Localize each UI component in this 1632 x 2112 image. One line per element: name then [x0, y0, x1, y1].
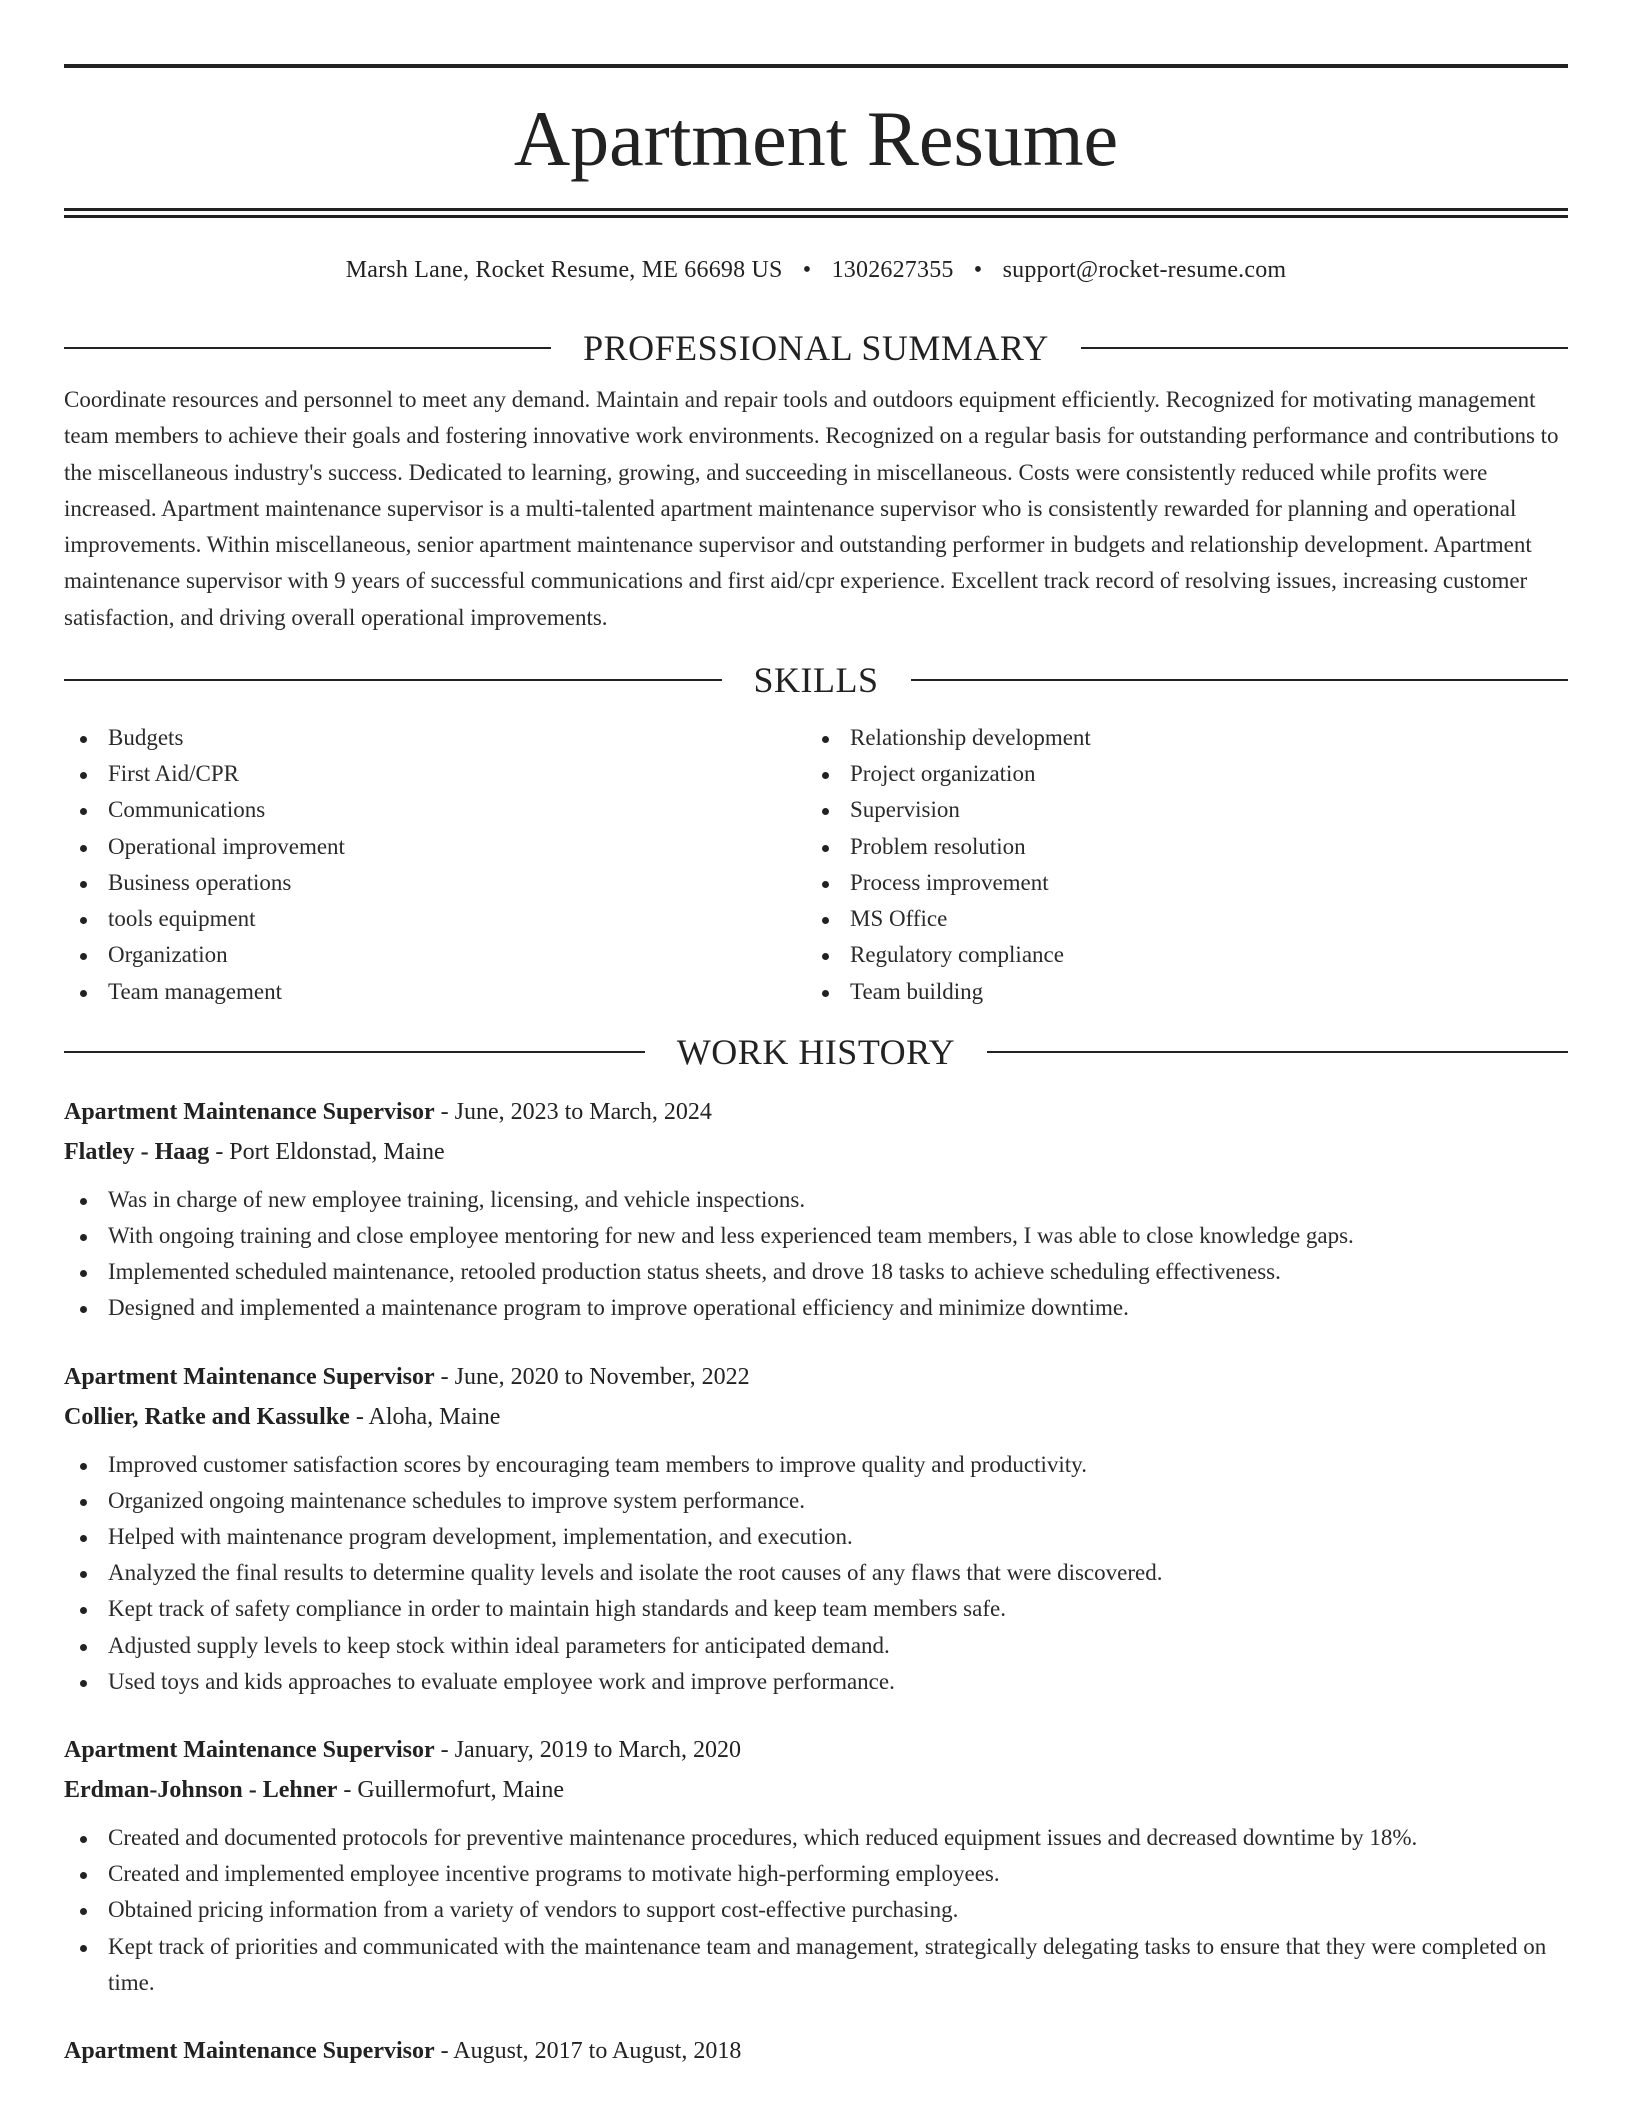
- resume-page: [64, 64, 1568, 2101]
- skill-item: tools equipment: [64, 901, 806, 937]
- job-company-line: [64, 1132, 1568, 1172]
- job-location: - Aloha, Maine: [349, 1403, 501, 1430]
- skill-item: Problem resolution: [806, 829, 1548, 865]
- heading-rule: [1081, 347, 1568, 349]
- skill-item: Process improvement: [806, 865, 1548, 901]
- job-company-line: [64, 1770, 1568, 1810]
- top-rule: [64, 64, 1568, 68]
- heading-rule: [911, 679, 1569, 681]
- heading-rule: [64, 679, 722, 681]
- job-title: Apartment Maintenance Supervisor: [64, 1098, 435, 1125]
- skill-item: Team management: [64, 974, 806, 1010]
- skill-item: Communications: [64, 792, 806, 828]
- job-company: Collier, Ratke and Kassulke: [64, 1403, 350, 1430]
- skill-item: Organization: [64, 937, 806, 973]
- job-duties-list: [64, 1447, 1568, 1700]
- skill-item: Regulatory compliance: [806, 937, 1548, 973]
- job-duty-item: Obtained pricing information from a variety of vendors to support cost-effective purchasing.: [64, 1892, 1568, 1928]
- skill-item: Project organization: [806, 756, 1548, 792]
- job-duty-item: Implemented scheduled maintenance, retooled production status sheets, and drove 18 tasks to achieve scheduling effectiveness.: [64, 1254, 1568, 1290]
- job-duty-item: Used toys and kids approaches to evaluate employee work and improve performance.: [64, 1664, 1568, 1700]
- skills-column-left: [64, 720, 806, 1010]
- job-duty-item: Organized ongoing maintenance schedules to improve system performance.: [64, 1483, 1568, 1519]
- skill-item: First Aid/CPR: [64, 756, 806, 792]
- job-company: Flatley - Haag: [64, 1138, 210, 1165]
- job-duty-item: Designed and implemented a maintenance program to improve operational efficiency and minimize downtime.: [64, 1290, 1568, 1326]
- work-history-list: [64, 1092, 1568, 2071]
- job-duty-item: Adjusted supply levels to keep stock within ideal parameters for anticipated demand.: [64, 1628, 1568, 1664]
- job-title: Apartment Maintenance Supervisor: [64, 2037, 435, 2064]
- job-title: Apartment Maintenance Supervisor: [64, 1363, 435, 1390]
- job-title: Apartment Maintenance Supervisor: [64, 1736, 435, 1763]
- title-double-rule: [64, 208, 1568, 218]
- skill-item: Supervision: [806, 792, 1548, 828]
- job-dates: - June, 2020 to November, 2022: [434, 1363, 750, 1390]
- skills-column-right: [806, 720, 1548, 1010]
- job-duty-item: Kept track of safety compliance in order to maintain high standards and keep team members safe.: [64, 1591, 1568, 1627]
- work-history-heading-label: WORK HISTORY: [676, 1031, 956, 1072]
- skills-section-heading: [64, 658, 1568, 702]
- skills-list: [64, 720, 1568, 1010]
- job-duty-item: Was in charge of new employee training, licensing, and vehicle inspections.: [64, 1182, 1568, 1218]
- job-duties-list: [64, 1820, 1568, 2001]
- work-history-section-heading: [64, 1030, 1568, 1074]
- contact-address: Marsh Lane, Rocket Resume, ME 66698 US: [345, 257, 783, 283]
- professional-summary-text: Coordinate resources and personnel to meet any demand. Maintain and repair tools and outdoors equipment efficiently. Recognized for motivating management team members to achieve their goals and fostering innovative work environments. Recognized on a regular basis for outstanding performance and contributions to the miscellaneous industry's success. Dedicated to learning, growing, and succeeding in miscellaneous. Costs were consistently reduced while profits were increased. Apartment maintenance supervisor is a multi-talented apartment maintenance supervisor who is consistently rewarded for planning and operational improvements. Within miscellaneous, senior apartment maintenance supervisor and outstanding performer in budgets and relationship development. Apartment maintenance supervisor with 9 years of successful communications and first aid/cpr experience. Excellent track record of resolving issues, increasing customer satisfaction, and driving overall operational improvements.: [64, 387, 1559, 630]
- job-dates: - August, 2017 to August, 2018: [434, 2037, 742, 2064]
- job-entry: [64, 2031, 1568, 2071]
- contact-phone: 1302627355: [831, 257, 954, 283]
- heading-rule: [987, 1051, 1568, 1053]
- skill-item: MS Office: [806, 901, 1548, 937]
- skill-item: Business operations: [64, 865, 806, 901]
- skill-item: Budgets: [64, 720, 806, 756]
- job-dates: - June, 2023 to March, 2024: [434, 1098, 712, 1125]
- job-duty-item: Created and implemented employee incentive programs to motivate high-performing employees.: [64, 1856, 1568, 1892]
- job-duty-item: Kept track of priorities and communicated with the maintenance team and management, strategically delegating tasks to ensure that they were completed on time.: [64, 1929, 1568, 2001]
- contact-line: [64, 254, 1568, 286]
- job-title-line: [64, 1357, 1568, 1397]
- job-company-line: [64, 1397, 1568, 1437]
- job-duty-item: Analyzed the final results to determine quality levels and isolate the root causes of any flaws that were discovered.: [64, 1555, 1568, 1591]
- summary-section-heading: [64, 326, 1568, 370]
- job-title-line: [64, 2031, 1568, 2071]
- job-location: - Guillermofurt, Maine: [337, 1776, 564, 1803]
- job-duties-list: [64, 1182, 1568, 1327]
- resume-title: Apartment Resume: [513, 95, 1119, 182]
- skill-item: Team building: [806, 974, 1548, 1010]
- heading-rule: [64, 1051, 645, 1053]
- job-dates: - January, 2019 to March, 2020: [434, 1736, 742, 1763]
- contact-separator: •: [802, 257, 812, 283]
- skills-heading-label: SKILLS: [753, 660, 879, 701]
- job-entry: [64, 1092, 1568, 1327]
- heading-rule: [64, 347, 551, 349]
- contact-email: support@rocket-resume.com: [1002, 257, 1287, 283]
- job-duty-item: Helped with maintenance program development, implementation, and execution.: [64, 1519, 1568, 1555]
- job-title-line: [64, 1730, 1568, 1770]
- job-duty-item: Improved customer satisfaction scores by encouraging team members to improve quality and productivity.: [64, 1447, 1568, 1483]
- job-entry: [64, 1357, 1568, 1700]
- job-location: - Port Eldonstad, Maine: [209, 1138, 445, 1165]
- job-title-line: [64, 1092, 1568, 1132]
- job-duty-item: With ongoing training and close employee mentoring for new and less experienced team members, I was able to close knowledge gaps.: [64, 1218, 1568, 1254]
- contact-separator: •: [973, 257, 983, 283]
- summary-heading-label: PROFESSIONAL SUMMARY: [583, 328, 1049, 368]
- job-duty-item: Created and documented protocols for preventive maintenance procedures, which reduced equipment issues and decreased downtime by 18%.: [64, 1820, 1568, 1856]
- skill-item: Relationship development: [806, 720, 1548, 756]
- job-entry: [64, 1730, 1568, 2001]
- skill-item: Operational improvement: [64, 829, 806, 865]
- job-company: Erdman-Johnson - Lehner: [64, 1776, 338, 1803]
